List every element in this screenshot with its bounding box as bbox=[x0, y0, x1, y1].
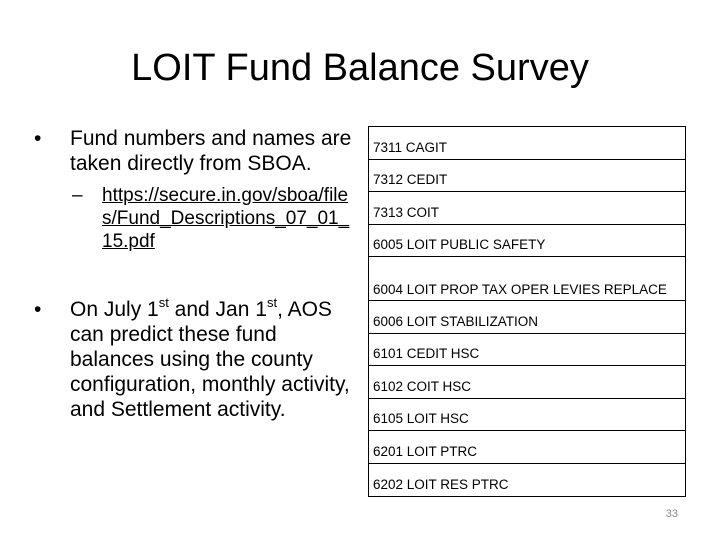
fund-row: 6102 COIT HSC bbox=[369, 366, 685, 399]
sub-bullet-dash: – bbox=[72, 185, 83, 206]
bullet-item bbox=[28, 297, 358, 422]
fund-row: 6006 LOIT STABILIZATION bbox=[369, 301, 685, 334]
fund-row: 6105 LOIT HSC bbox=[369, 399, 685, 432]
fund-row: 6005 LOIT PUBLIC SAFETY bbox=[369, 225, 685, 258]
fund-table bbox=[368, 126, 686, 497]
bullet-dot: • bbox=[34, 127, 42, 150]
bullet-list bbox=[28, 126, 358, 422]
fund-row: 6201 LOIT PTRC bbox=[369, 431, 685, 464]
fund-row: 7313 COIT bbox=[369, 192, 685, 225]
fund-row: 6101 CEDIT HSC bbox=[369, 334, 685, 367]
page-number: 33 bbox=[665, 508, 678, 520]
sub-bullet bbox=[28, 184, 358, 253]
fund-row: 7311 CAGIT bbox=[369, 127, 685, 160]
fund-row: 7312 CEDIT bbox=[369, 160, 685, 193]
bullet-text: Fund numbers and names are taken directly from SBOA. bbox=[70, 127, 352, 175]
sboa-fund-descriptions-link[interactable]: https://secure.in.gov/sboa/files/Fund_Descriptions_07_01_15.pdf bbox=[102, 185, 350, 252]
slide-title: LOIT Fund Balance Survey bbox=[131, 47, 589, 89]
fund-row: 6202 LOIT RES PTRC bbox=[373, 477, 509, 492]
bullet-text: On July 1st and Jan 1st, AOS can predict these fund balances using the county configuration, monthly activity, and Settlement activity. bbox=[70, 295, 350, 421]
bullet-dot: • bbox=[34, 298, 42, 321]
fund-row: 6004 LOIT PROP TAX OPER LEVIES REPLACE bbox=[369, 257, 685, 301]
bullet-item bbox=[28, 126, 358, 176]
